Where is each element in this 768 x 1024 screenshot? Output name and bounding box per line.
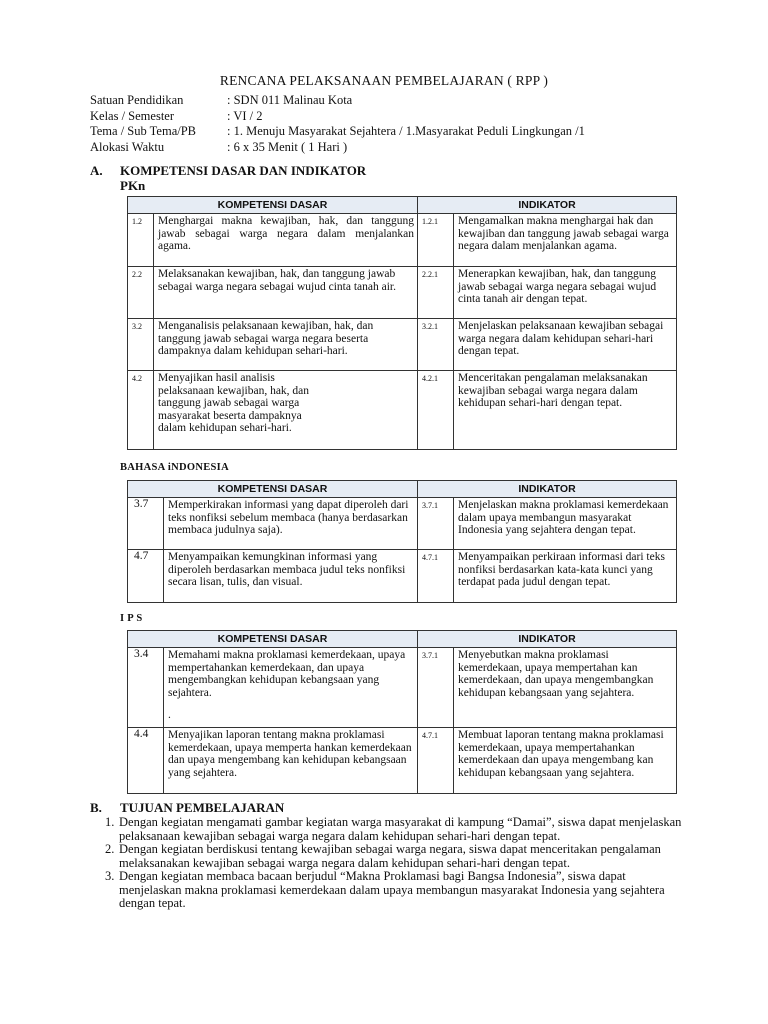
indikator-number: 4.7.1 [418, 728, 454, 794]
section-a-letter: A. [90, 163, 103, 178]
indikator-text: Membuat laporan tentang makna proklamasi kemerdekaan, upaya mempertahankan kemerdekaan dan upaya mengembang kan kehidupan kebangsaan yang sejahtera. [454, 728, 677, 794]
kd-column-header: KOMPETENSI DASAR [128, 481, 418, 498]
identity-value: : SDN 011 Malinau Kota [227, 93, 353, 107]
kd-stray-mark: . [168, 709, 171, 722]
identity-key: Satuan Pendidikan [90, 93, 184, 107]
list-item-number: 3. [105, 869, 115, 883]
document-title: RENCANA PELAKSANAAN PEMBELAJARAN ( RPP ) [219, 73, 549, 88]
kd-text: Menganalisis pelaksanaan kewajiban, hak, dan tanggung jawab sebagai warga negara beserta dampaknya dalam kehidupan sehari-hari. [154, 319, 418, 371]
indikator-number: 3.2.1 [418, 319, 454, 371]
kd-text: Menyampaikan kemungkinan informasi yang diperoleh berdasarkan membaca judul teks nonfiksi secara lisan, tulis, dan visual. [164, 550, 418, 603]
kd-number: 1.2 [128, 214, 154, 267]
kd-text: Menghargai makna kewajiban, hak, dan tanggung jawab sebagai warga negara dalam menjalankan agama. [154, 214, 418, 267]
list-item-number: 2. [105, 842, 115, 856]
kd-column-header: KOMPETENSI DASAR [128, 197, 418, 214]
identity-value: : 6 x 35 Menit ( 1 Hari ) [227, 139, 348, 154]
identity-key: Alokasi Waktu [90, 139, 165, 154]
kd-number: 2.2 [128, 267, 154, 319]
indikator-number: 2.2.1 [418, 267, 454, 319]
identity-row [90, 109, 585, 125]
indikator-text: Menjelaskan makna proklamasi kemerdekaan dalam upaya membangun masyarakat Indonesia yang sejahtera dengan tepat. [454, 498, 677, 550]
identity-key: Tema / Sub Tema/PB [90, 124, 196, 138]
kd-number: 3.7 [128, 498, 164, 550]
indikator-column-header: INDIKATOR [418, 481, 677, 498]
kd-column-header: KOMPETENSI DASAR [128, 631, 418, 648]
table-row [128, 371, 677, 450]
indikator-text: Menerapkan kewajiban, hak, dan tanggung jawab sebagai warga negara sebagai wujud cinta tanah air dengan tepat. [454, 267, 677, 319]
kd-number: 4.2 [128, 371, 154, 450]
kd-number: 3.4 [128, 648, 164, 728]
kd-text: Memperkirakan informasi yang dapat diperoleh dari teks nonfiksi sebelum membaca (hanya berdasarkan membaca judulnya saja). [164, 498, 418, 550]
indikator-column-header: INDIKATOR [418, 197, 677, 214]
indikator-text: Menyampaikan perkiraan informasi dari teks nonfiksi berdasarkan kata-kata kunci yang terdapat pada judul dengan tepat. [454, 550, 677, 603]
section-b-letter: B. [90, 800, 102, 815]
indikator-text: Menceritakan pengalaman melaksanakan kewajiban sebagai warga negara dalam kehidupan sehari-hari dengan tepat. [454, 371, 677, 450]
list-item [105, 816, 685, 843]
list-item-number: 1. [105, 815, 115, 829]
section-a-heading: KOMPETENSI DASAR DAN INDIKATOR [120, 163, 367, 178]
identity-key: Kelas / Semester [90, 108, 175, 123]
indikator-number: 4.7.1 [418, 550, 454, 603]
kd-text: Memahami makna proklamasi kemerdekaan, upaya mempertahankan kemerdekaan, dan upaya mengembangkan kehidupan kebangsaan yang sejahtera. [168, 649, 406, 699]
table-header-row [128, 481, 677, 498]
list-item-text: Dengan kegiatan membaca bacaan berjudul “Makna Proklamasi bagi Bangsa Indonesia”, siswa dapat menjelaskan makna proklamasi kemerdekaan dalam upaya membangun masyarakat Indonesia yang sejahtera dengan tepat. [119, 869, 665, 910]
kd-text: Menyajikan hasil analisis pelaksanaan kewajiban, hak, dan tanggung jawab sebagai warga masyarakat beserta dampaknya dalam kehidupan sehari-hari. [154, 371, 418, 450]
kd-cell [164, 648, 418, 728]
kd-number: 4.4 [128, 728, 164, 794]
pkn-table [127, 196, 677, 450]
list-item-text: Dengan kegiatan berdiskusi tentang kewajiban sebagai warga negara, siswa dapat menceritakan pengalaman melaksanakan kewajiban sebagai warga negara dalam kehidupan sehari-hari dengan tepat. [119, 842, 661, 870]
section-b-heading: TUJUAN PEMBELAJARAN [120, 800, 285, 815]
indikator-text: Menjelaskan pelaksanaan kewajiban sebagai warga negara dalam kehidupan sehari-hari dengan tepat. [454, 319, 677, 371]
indikator-number: 1.2.1 [418, 214, 454, 267]
ips-subject-label: I P S [120, 613, 143, 624]
indikator-text: Mengamalkan makna menghargai hak dan kewajiban dan tanggung jawab sebagai warga negara dalam menjalankan agama. [454, 214, 677, 267]
list-item [105, 843, 685, 870]
bindo-subject-label: BAHASA iNDONESIA [120, 462, 229, 473]
pkn-subject-label: PKn [120, 178, 146, 193]
ips-table [127, 630, 677, 794]
identity-value: : VI / 2 [227, 108, 263, 123]
table-row [128, 214, 677, 267]
table-row [128, 319, 677, 371]
indikator-number: 4.2.1 [418, 371, 454, 450]
bindo-table [127, 480, 677, 603]
kd-text: Melaksanakan kewajiban, hak, dan tanggung jawab sebagai warga negara sebagai wujud cinta tanah air. [154, 267, 418, 319]
table-header-row [128, 197, 677, 214]
identity-value: : 1. Menuju Masyarakat Sejahtera / 1.Masyarakat Peduli Lingkungan /1 [227, 124, 585, 138]
indikator-number: 3.7.1 [418, 648, 454, 728]
tujuan-list [105, 816, 685, 911]
kd-text: Menyajikan laporan tentang makna proklamasi kemerdekaan, upaya memperta hankan kemerdekaan dan upaya mengembang kan kehidupan kebangsaan yang sejahtera. [164, 728, 418, 794]
table-row [128, 498, 677, 550]
table-row [128, 550, 677, 603]
table-row [128, 728, 677, 794]
list-item-text: Dengan kegiatan mengamati gambar kegiatan warga masyarakat di kampung “Damai”, siswa dapat menjelaskan pelaksanaan kewajiban sebagai warga negara dalam kehidupan sehari-hari dengan tepat. [119, 815, 682, 843]
identity-row [90, 124, 585, 140]
list-item [105, 870, 685, 911]
indikator-text: Menyebutkan makna proklamasi kemerdekaan, upaya mempertahan kan kemerdekaan, dan upaya mengembangkan kehidupan kebangsaan yang sejahtera. [454, 648, 677, 728]
kd-number: 3.2 [128, 319, 154, 371]
kd-number: 4.7 [128, 550, 164, 603]
indikator-column-header: INDIKATOR [418, 631, 677, 648]
table-header-row [128, 631, 677, 648]
indikator-number: 3.7.1 [418, 498, 454, 550]
identity-block [90, 93, 585, 155]
table-row [128, 267, 677, 319]
identity-row [90, 140, 585, 156]
table-row [128, 648, 677, 728]
identity-row [90, 93, 585, 109]
